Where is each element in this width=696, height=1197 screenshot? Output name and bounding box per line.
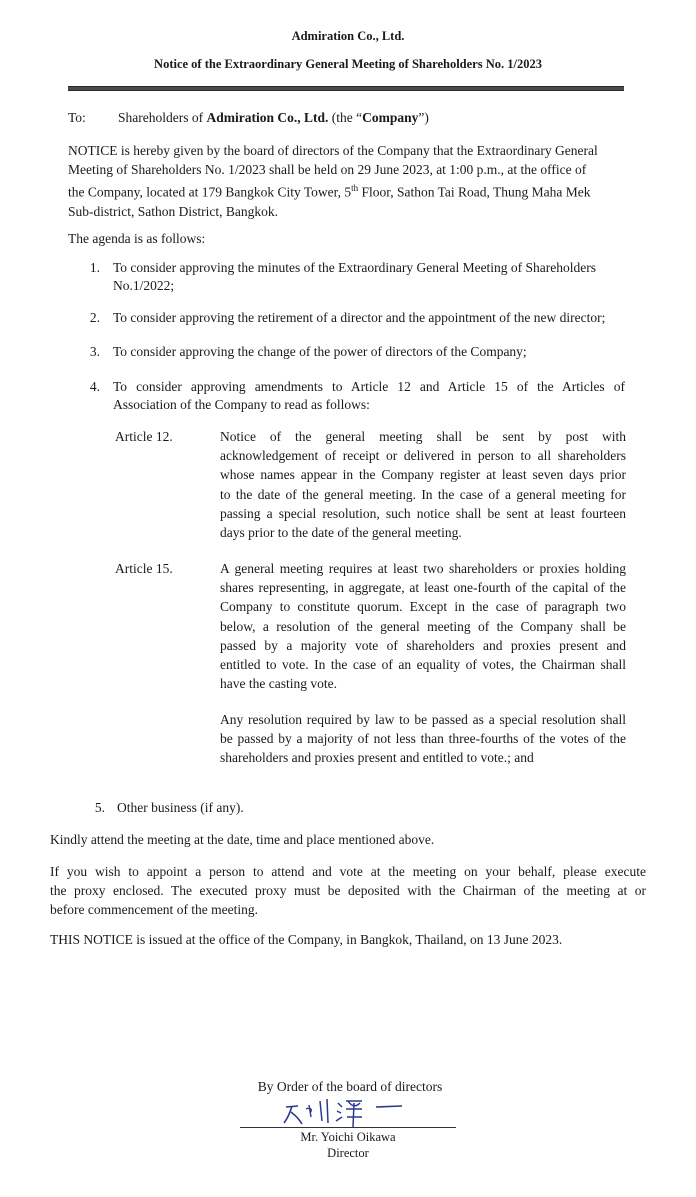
proxy-paragraph: If you wish to appoint a person to attend and vote at the meeting on your behalf, please execute the proxy enclosed. The executed proxy must be deposited with the Chairman of the meeting at or before commencement of the meeting.: [50, 864, 646, 917]
attend-sentence: Kindly attend the meeting at the date, time and place mentioned above.: [50, 832, 435, 847]
agenda-intro: The agenda is as follows:: [68, 231, 206, 246]
notice-line: Meeting of Shareholders No. 1/2023 shall be held on 29 June 2023, at 1:00 p.m., at the office of: [68, 162, 587, 177]
agenda-item-text: To consider approving the minutes of the Extraordinary General Meeting of Shareholders: [113, 260, 597, 275]
header-divider: [68, 86, 624, 91]
notice-line: NOTICE is hereby given by the board of directors of the Company that the Extraordinary General: [68, 143, 598, 158]
agenda-item-text: Association of the Company to read as follows:: [113, 397, 370, 412]
signatory-name: Mr. Yoichi Oikawa: [300, 1130, 396, 1144]
to-label: To:: [68, 110, 86, 125]
article-15-second-paragraph: Any resolution required by law to be passed as a special resolution shall be passed by a majority of not less than three-fourths of the votes of the shareholders and proxies present and entitled to vote.; and: [220, 712, 626, 766]
agenda-item-number: 3.: [89, 344, 100, 359]
defined-term: Company: [362, 110, 419, 125]
signature-line: [240, 1127, 456, 1128]
agenda-item-text: To consider approving the retirement of a director and the appointment of the new director;: [113, 310, 606, 325]
addressee-prefix: Shareholders of: [118, 110, 207, 125]
article-15-text: A general meeting requires at least two shareholders or proxies holding shares representing, in aggregate, at least one-fourth of the capital of the Company to constitute quorum. Except in the case of paragraph two below, a resolution of the general meeting of the Company shall be passed by a majority vote of shareholders and proxies present and entitled to vote. In the case of an equality of votes, the Chairman shall have the casting vote.: [220, 561, 626, 692]
agenda-item-text: To consider approving amendments to Article 12 and Article 15 of the Articles of: [113, 379, 625, 394]
agenda-item-number: 5.: [94, 800, 105, 815]
notice-paragraph: [68, 141, 624, 221]
by-order-text: By Order of the board of directors: [257, 1079, 443, 1094]
agenda-item: [85, 798, 485, 818]
agenda-item-text: No.1/2022;: [113, 278, 175, 293]
addressee-line: [68, 110, 638, 126]
agenda-item: [80, 342, 640, 362]
notice-line: Sub-district, Sathon District, Bangkok.: [68, 203, 278, 219]
agenda-item: [80, 258, 640, 298]
article-12-text: Notice of the general meeting shall be sent by post with acknowledgement of receipt or delivered in person to all shareholders whose names appear in the Company register at least seven days prior to the date of the general meeting. In the case of a general meeting for passing a special resolution, such notice shall be sent at least fourteen days prior to the date of the general meeting.: [220, 429, 626, 541]
addressee-suffix: ”): [418, 110, 429, 125]
agenda-item-text: Other business (if any).: [117, 800, 244, 815]
article-15-label: Article 15.: [115, 561, 173, 576]
article-12-label: Article 12.: [115, 429, 173, 444]
agenda-item-number: 1.: [89, 260, 100, 275]
issued-sentence: THIS NOTICE is issued at the office of the Company, in Bangkok, Thailand, on 13 June 2023.: [50, 932, 563, 947]
agenda-item-text: To consider approving the change of the power of directors of the Company;: [113, 344, 527, 359]
addressee-company: Admiration Co., Ltd.: [206, 110, 329, 125]
agenda-item: [80, 308, 650, 328]
notice-line: the Company, located at 179 Bangkok City Tower, 5th Floor, Sathon Tai Road, Thung Maha Mek: [68, 183, 591, 200]
signatory-role: Director: [327, 1146, 369, 1160]
addressee-middle: (the “: [328, 110, 363, 125]
agenda-item: [80, 377, 640, 417]
agenda-item-number: 4.: [89, 379, 100, 394]
agenda-item-number: 2.: [89, 310, 100, 325]
notice-title: Notice of the Extraordinary General Meeting of Shareholders No. 1/2023: [154, 57, 542, 71]
company-name: Admiration Co., Ltd.: [291, 29, 405, 43]
